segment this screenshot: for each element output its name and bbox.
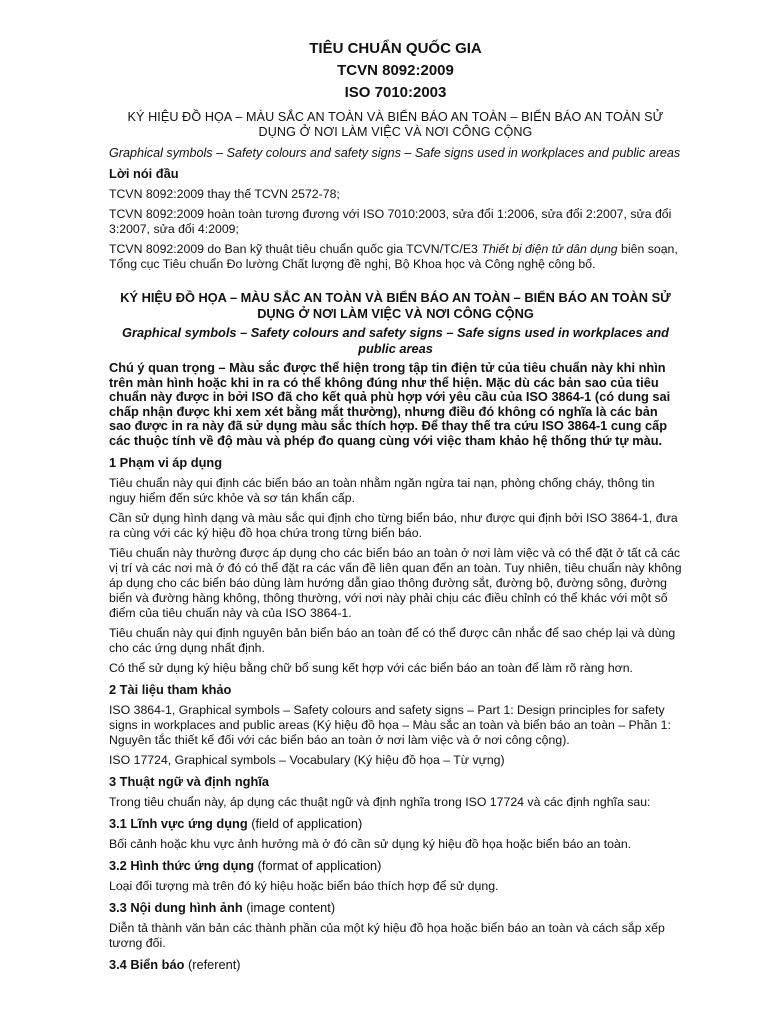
section-paragraph: Tiêu chuẩn này thường được áp dụng cho các biển báo an toàn ở nơi làm việc và có thể đặt ở tất cả các vị trí và các nơi mà ở đó có thể đặt ra các vấn đề liên quan đến an toàn. Tuy nhiên, tiêu chuẩn này không áp dụng cho các biển báo dùng làm hướng dẫn giao thông đường sắt, đường bộ, đường sông, đường biển và đường hàng không, thông thường, với nơi này phải chịu các điều chỉnh có thể khác với một số điểm của tiêu chuẩn này và của ISO 3864-1. (109, 545, 682, 620)
foreword-paragraph (109, 242, 682, 272)
section-paragraph: Có thể sử dụng ký hiệu bằng chữ bổ sung kết hợp với các biển báo an toàn để làm rõ ràng hơn. (109, 660, 633, 675)
foreword-committee-name: Thiết bị điện tử dân dụng (481, 242, 618, 256)
foreword-text: TCVN 8092:2009 do Ban kỹ thuật tiêu chuẩn quốc gia TCVN/TC/E3 (109, 242, 482, 256)
foreword-paragraph: TCVN 8092:2009 hoàn toàn tương đương với ISO 7010:2003, sửa đổi 1:2006, sửa đổi 2:2007, sửa đổi 3:2007, sửa đổi 4:2009; (109, 207, 672, 236)
section-paragraph: Trong tiêu chuẩn này, áp dụng các thuật ngữ và định nghĩa trong ISO 17724 và các định nghĩa sau: (109, 794, 651, 809)
term-label: 3.4 Biển báo (109, 956, 185, 972)
section-paragraph: Cần sử dụng hình dạng và màu sắc qui định cho từng biển báo, như được qui định bởi ISO 3864-1, đưa ra cùng với các ký hiệu đồ họa chứa trong từng biển báo. (109, 510, 678, 540)
main-title-vn: KÝ HIỆU ĐỒ HỌA – MÀU SẮC AN TOÀN VÀ BIỂN BÁO AN TOÀN – BIỂN BÁO AN TOÀN SỬ DỤNG Ở NƠI LÀM VIỆC VÀ NƠI CÔNG CỘNG (120, 290, 671, 321)
document-title-en: Graphical symbols – Safety colours and safety signs – Safe signs used in workplaces and public areas (109, 146, 681, 160)
definition-term (109, 957, 682, 973)
term-english: (format of application) (254, 857, 382, 873)
term-english: (referent) (184, 956, 241, 972)
definition-text: Diễn tả thành văn bản các thành phần của một ký hiệu đồ họa hoặc biển báo an toàn và cách sắp xếp tương đối. (109, 920, 665, 950)
important-note: Chú ý quan trọng – Màu sắc được thể hiện trong tập tin điện tử của tiêu chuẩn này khi nhìn trên màn hình hoặc khi in ra có thể không đúng như thể hiện. Mặc dù các bản sao của tiêu chuẩn này được in bởi ISO đã cho kết quả phù hợp với yêu cầu của ISO 3864-1 (có dung sai chấp nhận được khi xem xét bằng mắt thường), nhưng điều đó không có nghĩa là các bản sao được in ra này đã sử dụng màu sắc thích hợp. Để thay thế tra cứu ISO 3864-1 cung cấp các thuộc tính về độ màu và phép đo quang cùng với việc tham khảo hệ thống thứ tự màu. (109, 360, 671, 448)
reference-item: ISO 3864-1, Graphical symbols – Safety colours and safety signs – Part 1: Design principles for safety signs in workplaces and public areas (Ký hiệu đồ họa – Màu sắc an toàn và biển báo an toàn – Phần 1: Nguyên tắc thiết kế đối với các biển báo an toàn ở nơi làm việc và ở nơi công cộng). (109, 702, 671, 747)
term-english: (field of application) (247, 815, 363, 831)
reference-item: ISO 17724, Graphical symbols – Vocabulary (Ký hiệu đồ họa – Từ vựng) (109, 752, 505, 767)
definition-text: Loại đối tượng mà trên đó ký hiệu hoặc biển báo thích hợp để sử dụng. (109, 878, 499, 893)
definition-term (109, 858, 682, 874)
term-label: 3.3 Nội dung hình ảnh (109, 899, 243, 915)
term-label: 3.2 Hình thức ứng dụng (109, 857, 255, 873)
term-english: (image content) (242, 899, 336, 915)
header-tcvn-number: TCVN 8092:2009 (337, 62, 454, 79)
foreword-text: biên soạn, Tổng cục Tiêu chuẩn Đo lường Chất lượng đề nghị, Bộ Khoa học và Công nghệ công bố. (109, 242, 678, 271)
section-paragraph: Tiêu chuẩn này qui định nguyên bản biển báo an toàn để có thể được cân nhắc để sao chép lại và dùng cho các ứng dụng nhất định. (109, 625, 676, 655)
foreword-paragraph: TCVN 8092:2009 thay thế TCVN 2572-78; (109, 187, 340, 201)
definition-term (109, 816, 682, 832)
section-heading: 3 Thuật ngữ và định nghĩa (109, 773, 269, 789)
section-heading: 2 Tài liệu tham khảo (109, 681, 232, 697)
foreword-heading: Lời nói đầu (109, 166, 179, 181)
main-title-en: Graphical symbols – Safety colours and safety signs – Safe signs used in workplaces and public areas (122, 325, 669, 356)
section-heading: 1 Phạm vi áp dụng (109, 454, 223, 470)
definition-term (109, 900, 682, 916)
header-standard-type: TIÊU CHUẨN QUỐC GIA (309, 40, 482, 57)
section-paragraph: Tiêu chuẩn này qui định các biển báo an toàn nhằm ngăn ngừa tai nạn, phòng chống cháy, thông tin nguy hiểm đến sức khỏe và sơ tán khẩn cấp. (109, 475, 655, 505)
header-iso-number: ISO 7010:2003 (344, 84, 447, 101)
document-title-vn: KÝ HIỆU ĐỒ HỌA – MÀU SẮC AN TOÀN VÀ BIỂN BÁO AN TOÀN – BIỂN BÁO AN TOÀN SỬ DỤNG Ở NƠI LÀM VIỆC VÀ NƠI CÔNG CỘNG (127, 110, 664, 139)
definition-text: Bối cảnh hoặc khu vực ảnh hưởng mà ở đó cần sử dụng ký hiệu đồ họa hoặc biển báo an toàn. (109, 836, 632, 851)
term-label: 3.1 Lĩnh vực ứng dụng (109, 815, 248, 831)
